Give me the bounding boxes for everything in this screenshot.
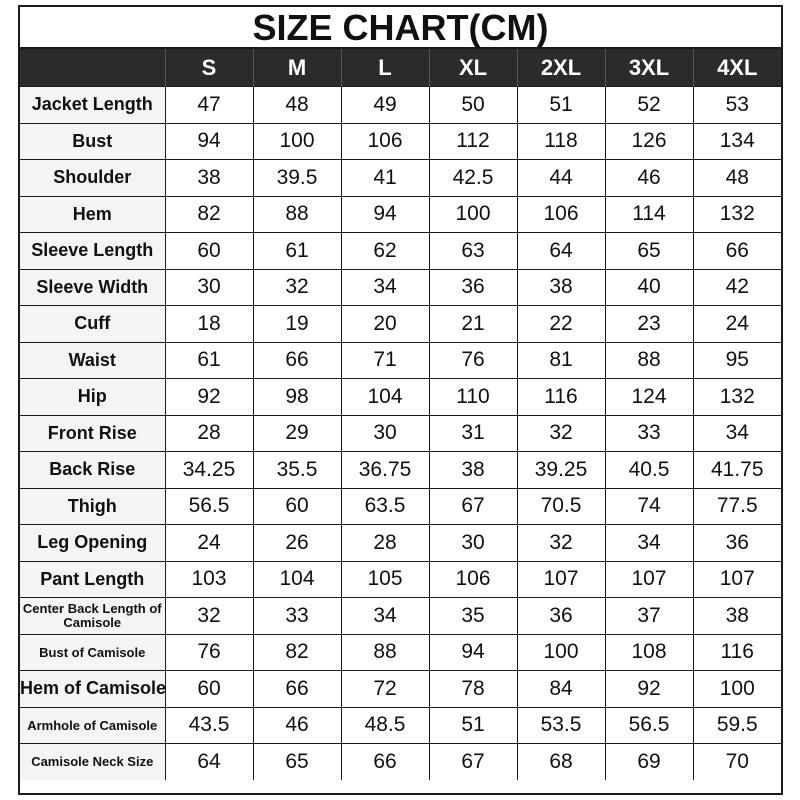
size-value-cell: 56.5	[605, 707, 693, 744]
table-row	[20, 196, 781, 233]
size-value-cell: 95	[693, 342, 781, 379]
size-value-cell: 61	[165, 342, 253, 379]
size-value-cell: 34	[341, 598, 429, 635]
size-value-cell: 100	[429, 196, 517, 233]
size-header-s: S	[165, 49, 253, 87]
size-value-cell: 40.5	[605, 452, 693, 489]
size-value-cell: 88	[341, 634, 429, 671]
size-value-cell: 105	[341, 561, 429, 598]
header-row	[20, 49, 781, 87]
size-value-cell: 72	[341, 671, 429, 708]
size-value-cell: 18	[165, 306, 253, 343]
size-value-cell: 106	[429, 561, 517, 598]
size-value-cell: 81	[517, 342, 605, 379]
size-value-cell: 51	[429, 707, 517, 744]
size-value-cell: 36.75	[341, 452, 429, 489]
size-value-cell: 67	[429, 744, 517, 780]
size-value-cell: 114	[605, 196, 693, 233]
size-value-cell: 107	[693, 561, 781, 598]
size-value-cell: 38	[517, 269, 605, 306]
size-value-cell: 67	[429, 488, 517, 525]
size-value-cell: 62	[341, 233, 429, 270]
size-value-cell: 48.5	[341, 707, 429, 744]
size-value-cell: 34	[605, 525, 693, 562]
size-value-cell: 21	[429, 306, 517, 343]
size-value-cell: 118	[517, 123, 605, 160]
size-value-cell: 98	[253, 379, 341, 416]
size-value-cell: 41.75	[693, 452, 781, 489]
size-value-cell: 94	[165, 123, 253, 160]
size-value-cell: 46	[605, 160, 693, 197]
size-value-cell: 37	[605, 598, 693, 635]
size-value-cell: 22	[517, 306, 605, 343]
size-value-cell: 32	[253, 269, 341, 306]
size-value-cell: 60	[253, 488, 341, 525]
size-value-cell: 66	[341, 744, 429, 780]
table-row	[20, 233, 781, 270]
size-value-cell: 103	[165, 561, 253, 598]
size-table	[20, 49, 781, 780]
row-label: Bust	[20, 123, 165, 160]
size-value-cell: 35	[429, 598, 517, 635]
table-row	[20, 525, 781, 562]
size-value-cell: 35.5	[253, 452, 341, 489]
size-value-cell: 65	[605, 233, 693, 270]
size-value-cell: 88	[605, 342, 693, 379]
table-row	[20, 415, 781, 452]
table-row	[20, 379, 781, 416]
size-value-cell: 36	[429, 269, 517, 306]
size-value-cell: 70	[693, 744, 781, 780]
size-value-cell: 94	[341, 196, 429, 233]
size-value-cell: 110	[429, 379, 517, 416]
size-value-cell: 56.5	[165, 488, 253, 525]
size-value-cell: 50	[429, 87, 517, 124]
size-value-cell: 82	[165, 196, 253, 233]
row-label: Hip	[20, 379, 165, 416]
size-value-cell: 71	[341, 342, 429, 379]
size-value-cell: 32	[517, 525, 605, 562]
table-row	[20, 671, 781, 708]
row-label: Cuff	[20, 306, 165, 343]
size-value-cell: 92	[165, 379, 253, 416]
table-row	[20, 634, 781, 671]
size-value-cell: 38	[693, 598, 781, 635]
size-header-m: M	[253, 49, 341, 87]
table-row	[20, 744, 781, 780]
row-label: Sleeve Length	[20, 233, 165, 270]
row-label: Hem	[20, 196, 165, 233]
size-value-cell: 100	[693, 671, 781, 708]
size-value-cell: 66	[253, 671, 341, 708]
size-value-cell: 65	[253, 744, 341, 780]
size-value-cell: 92	[605, 671, 693, 708]
size-value-cell: 43.5	[165, 707, 253, 744]
size-value-cell: 107	[517, 561, 605, 598]
size-value-cell: 49	[341, 87, 429, 124]
size-value-cell: 63.5	[341, 488, 429, 525]
size-value-cell: 51	[517, 87, 605, 124]
size-value-cell: 60	[165, 671, 253, 708]
row-label: Camisole Neck Size	[20, 744, 165, 780]
size-value-cell: 20	[341, 306, 429, 343]
size-value-cell: 88	[253, 196, 341, 233]
size-value-cell: 31	[429, 415, 517, 452]
table-row	[20, 123, 781, 160]
size-value-cell: 39.5	[253, 160, 341, 197]
table-row	[20, 452, 781, 489]
size-header-xl: XL	[429, 49, 517, 87]
size-value-cell: 76	[429, 342, 517, 379]
size-value-cell: 66	[253, 342, 341, 379]
size-value-cell: 64	[517, 233, 605, 270]
size-value-cell: 29	[253, 415, 341, 452]
row-label: Bust of Camisole	[20, 634, 165, 671]
size-value-cell: 78	[429, 671, 517, 708]
size-value-cell: 107	[605, 561, 693, 598]
size-value-cell: 32	[517, 415, 605, 452]
size-value-cell: 40	[605, 269, 693, 306]
row-label: Thigh	[20, 488, 165, 525]
size-value-cell: 106	[341, 123, 429, 160]
size-value-cell: 47	[165, 87, 253, 124]
size-value-cell: 106	[517, 196, 605, 233]
table-row	[20, 87, 781, 124]
size-value-cell: 53	[693, 87, 781, 124]
size-value-cell: 70.5	[517, 488, 605, 525]
header-corner	[20, 49, 165, 87]
table-body	[20, 87, 781, 780]
size-chart	[18, 5, 783, 795]
size-value-cell: 132	[693, 196, 781, 233]
size-value-cell: 63	[429, 233, 517, 270]
size-value-cell: 34	[693, 415, 781, 452]
table-row	[20, 488, 781, 525]
row-label: Leg Opening	[20, 525, 165, 562]
size-value-cell: 60	[165, 233, 253, 270]
size-value-cell: 36	[517, 598, 605, 635]
size-value-cell: 24	[165, 525, 253, 562]
size-value-cell: 34.25	[165, 452, 253, 489]
table-row	[20, 342, 781, 379]
row-label: Sleeve Width	[20, 269, 165, 306]
size-value-cell: 53.5	[517, 707, 605, 744]
size-value-cell: 132	[693, 379, 781, 416]
row-label: Jacket Length	[20, 87, 165, 124]
size-value-cell: 24	[693, 306, 781, 343]
size-value-cell: 44	[517, 160, 605, 197]
size-header-3xl: 3XL	[605, 49, 693, 87]
size-value-cell: 48	[253, 87, 341, 124]
size-value-cell: 41	[341, 160, 429, 197]
size-value-cell: 59.5	[693, 707, 781, 744]
size-value-cell: 104	[341, 379, 429, 416]
size-value-cell: 39.25	[517, 452, 605, 489]
size-value-cell: 19	[253, 306, 341, 343]
size-value-cell: 126	[605, 123, 693, 160]
size-value-cell: 26	[253, 525, 341, 562]
size-header-2xl: 2XL	[517, 49, 605, 87]
size-value-cell: 116	[517, 379, 605, 416]
size-value-cell: 76	[165, 634, 253, 671]
size-value-cell: 23	[605, 306, 693, 343]
size-value-cell: 46	[253, 707, 341, 744]
size-value-cell: 30	[429, 525, 517, 562]
table-row	[20, 306, 781, 343]
size-value-cell: 82	[253, 634, 341, 671]
size-value-cell: 36	[693, 525, 781, 562]
size-value-cell: 61	[253, 233, 341, 270]
size-value-cell: 108	[605, 634, 693, 671]
row-label: Center Back Length of Camisole	[20, 598, 165, 635]
table-row	[20, 160, 781, 197]
size-value-cell: 42.5	[429, 160, 517, 197]
size-value-cell: 104	[253, 561, 341, 598]
row-label: Waist	[20, 342, 165, 379]
size-value-cell: 64	[165, 744, 253, 780]
table-row	[20, 598, 781, 635]
chart-title: SIZE CHART(CM)	[20, 7, 781, 49]
size-value-cell: 134	[693, 123, 781, 160]
size-value-cell: 100	[517, 634, 605, 671]
size-header-4xl: 4XL	[693, 49, 781, 87]
size-value-cell: 33	[605, 415, 693, 452]
size-value-cell: 100	[253, 123, 341, 160]
row-label: Armhole of Camisole	[20, 707, 165, 744]
size-value-cell: 116	[693, 634, 781, 671]
row-label: Hem of Camisole	[20, 671, 165, 708]
size-value-cell: 48	[693, 160, 781, 197]
row-label: Back Rise	[20, 452, 165, 489]
size-value-cell: 94	[429, 634, 517, 671]
table-row	[20, 269, 781, 306]
size-header-l: L	[341, 49, 429, 87]
size-value-cell: 124	[605, 379, 693, 416]
size-value-cell: 77.5	[693, 488, 781, 525]
size-value-cell: 38	[429, 452, 517, 489]
size-value-cell: 66	[693, 233, 781, 270]
size-value-cell: 74	[605, 488, 693, 525]
size-value-cell: 38	[165, 160, 253, 197]
size-value-cell: 69	[605, 744, 693, 780]
table-row	[20, 561, 781, 598]
size-value-cell: 52	[605, 87, 693, 124]
row-label: Shoulder	[20, 160, 165, 197]
size-value-cell: 32	[165, 598, 253, 635]
size-value-cell: 33	[253, 598, 341, 635]
row-label: Front Rise	[20, 415, 165, 452]
size-value-cell: 68	[517, 744, 605, 780]
size-value-cell: 84	[517, 671, 605, 708]
size-value-cell: 42	[693, 269, 781, 306]
size-value-cell: 30	[165, 269, 253, 306]
size-value-cell: 34	[341, 269, 429, 306]
size-value-cell: 28	[165, 415, 253, 452]
size-value-cell: 112	[429, 123, 517, 160]
row-label: Pant Length	[20, 561, 165, 598]
size-value-cell: 30	[341, 415, 429, 452]
table-row	[20, 707, 781, 744]
size-value-cell: 28	[341, 525, 429, 562]
